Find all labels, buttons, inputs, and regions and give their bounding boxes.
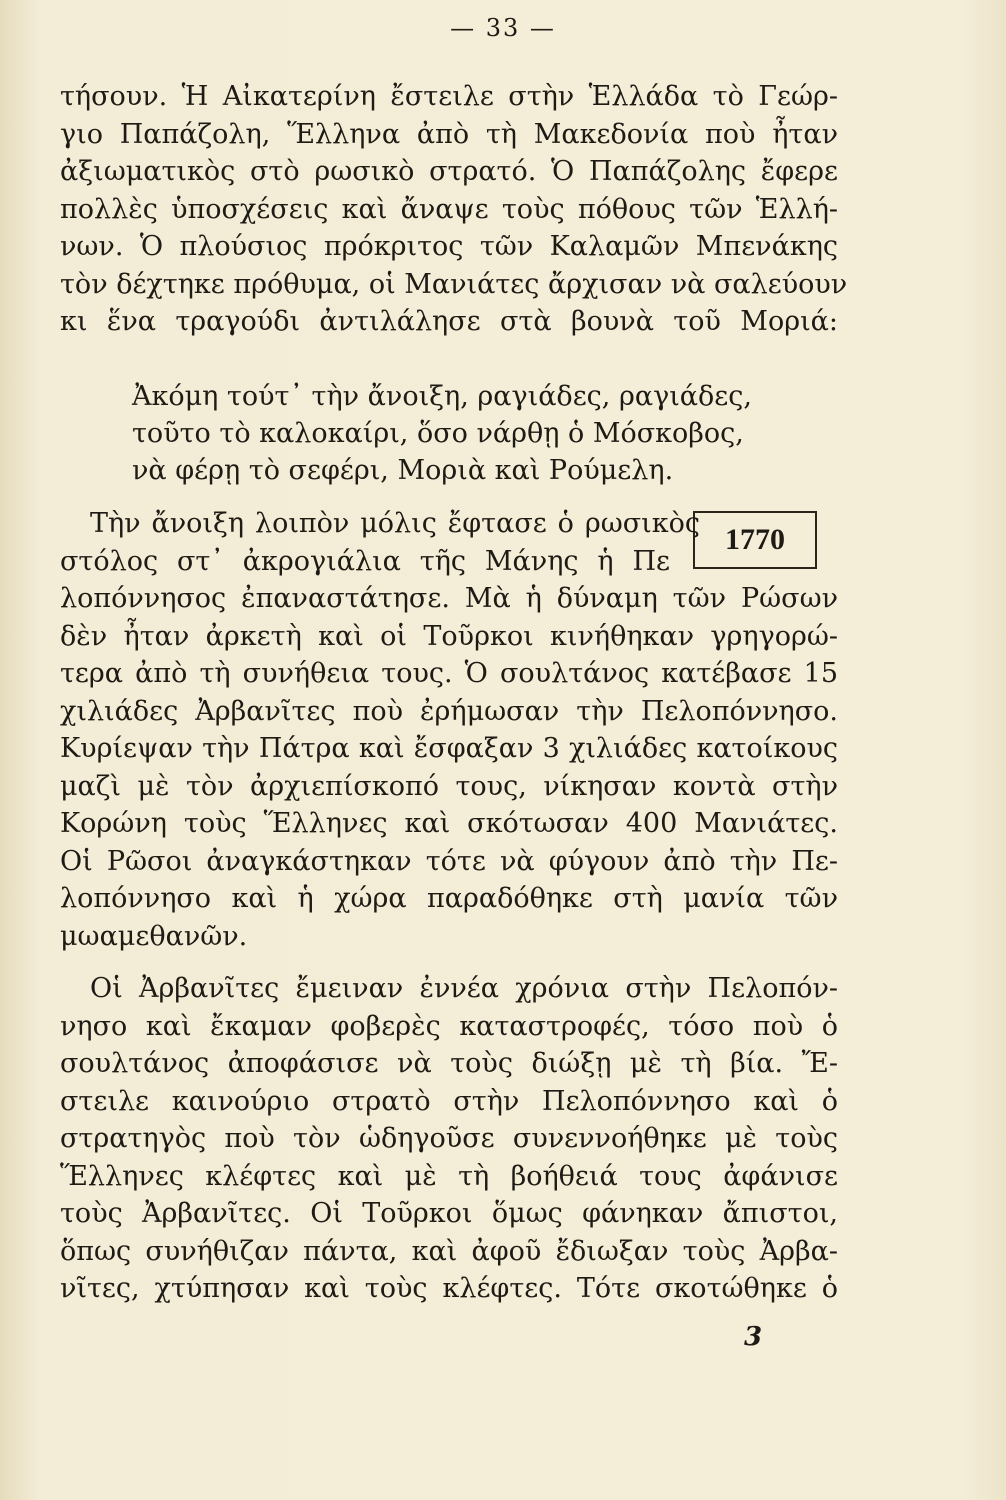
text-line: τήσουν. Ἡ Αἰκατερίνη ἔστειλε στὴν Ἑλλάδα τὸ Γεώρ- <box>60 81 838 112</box>
text-line: νῖτες, χτύπησαν καὶ τοὺς κλέφτες. Τότε σκοτώθηκε ὁ <box>60 1273 838 1304</box>
printer-signature-mark: 3 <box>744 1322 763 1352</box>
text-line: τοὺς Ἀρβανῖτες. Οἱ Τοῦρκοι ὅμως φάνηκαν ἄπιστοι, <box>60 1198 838 1229</box>
text-line: νων. Ὁ πλούσιος πρόκριτος τῶν Καλαμῶν Μπενάκης <box>60 231 838 262</box>
folk-song-verse <box>132 378 752 489</box>
text-line: Κυρίεψαν τὴν Πάτρα καὶ ἔσφαξαν 3 χιλιάδες κατοίκους <box>60 733 838 764</box>
text-line: λοπόννησο καὶ ἡ χώρα παραδόθηκε στὴ μανία τῶν <box>60 883 838 914</box>
paragraph-1 <box>60 78 848 341</box>
paragraph-2 <box>60 505 838 955</box>
page-number: — 33 — <box>450 14 556 42</box>
text-line: ἀξιωματικὸς στὸ ρωσικὸ στρατό. Ὁ Παπάζολης ἔφερε <box>60 156 838 187</box>
text-line: μαζὶ μὲ τὸν ἀρχιεπίσκοπό τους, νίκησαν κοντὰ στὴν <box>60 770 838 802</box>
verse-line: τοῦτο τὸ καλοκαίρι, ὅσο νάρθῃ ὁ Μόσκοβος, <box>132 418 744 449</box>
text-line: στρατηγὸς ποὺ τὸν ὡδηγοῦσε συνεννοήθηκε μὲ τοὺς <box>60 1123 838 1154</box>
text-line: ὅπως συνήθιζαν πάντα, καὶ ἀφοῦ ἔδιωξαν τοὺς Ἀρβα- <box>60 1235 838 1267</box>
text-line: πολλὲς ὑποσχέσεις καὶ ἄναψε τοὺς πόθους τῶν Ἑλλή- <box>60 193 838 225</box>
text-line: Ἕλληνες κλέφτες καὶ μὲ τὴ βοήθειά τους ἀφάνισε <box>60 1160 838 1192</box>
text-line: δὲν ἦταν ἀρκετὴ καὶ οἱ Τοῦρκοι κινήθηκαν γρηγορώ- <box>60 620 838 652</box>
text-line: Οἱ Ρῶσοι ἀναγκάστηκαν τότε νὰ φύγουν ἀπὸ τὴν Πε- <box>60 845 838 877</box>
verse-line: Ἀκόμη τούτ᾽ τὴν ἄνοιξη, ραγιάδες, ραγιάδες, <box>132 381 752 412</box>
year-margin-box: 1770 <box>693 511 817 569</box>
paragraph-3 <box>60 970 838 1308</box>
text-line: τὸν δέχτηκε πρόθυμα, οἱ Μανιάτες ἄρχισαν νὰ σαλεύουν <box>60 268 848 300</box>
text-line: νησο καὶ ἔκαμαν φοβερὲς καταστροφές, τόσο ποὺ ὁ <box>60 1010 838 1042</box>
text-line: σουλτάνος ἀποφάσισε νὰ τοὺς διώξῃ μὲ τὴ βία. Ἔ- <box>60 1048 838 1079</box>
text-line: Τὴν ἄνοιξη λοιπὸν μόλις ἔφτασε ὁ ρωσικὸς <box>90 508 700 539</box>
text-line: λοπόννησος ἐπαναστάτησε. Μὰ ἡ δύναμη τῶν Ρώσων <box>60 583 838 614</box>
text-line: Κορώνη τοὺς Ἕλληνες καὶ σκότωσαν 400 Μανιάτες. <box>60 808 838 839</box>
text-line: χιλιάδες Ἀρβανῖτες ποὺ ἐρήμωσαν τὴν Πελοπόννησο. <box>60 695 838 727</box>
text-line: Οἱ Ἀρβανῖτες ἔμειναν ἐννέα χρόνια στὴν Πελοπόν- <box>90 973 838 1004</box>
text-line: τερα ἀπὸ τὴ συνήθεια τους. Ὁ σουλτάνος κατέβασε 15 <box>60 658 838 689</box>
text-line: μωαμεθανῶν. <box>60 920 248 952</box>
text-line: στειλε καινούριο στρατὸ στὴν Πελοπόννησο καὶ ὁ <box>60 1085 838 1117</box>
text-line: γιο Παπάζολη, Ἕλληνα ἀπὸ τὴ Μακεδονία ποὺ ἦταν <box>60 118 838 150</box>
verse-line: νὰ φέρῃ τὸ σεφέρι, Μοριὰ καὶ Ρούμελη. <box>132 455 674 486</box>
text-line: στόλος στ᾽ ἀκρογιάλια τῆς Μάνης ἡ Πε <box>60 545 670 577</box>
text-line: κι ἕνα τραγούδι ἀντιλάλησε στὰ βουνὰ τοῦ Μοριά: <box>60 306 838 337</box>
